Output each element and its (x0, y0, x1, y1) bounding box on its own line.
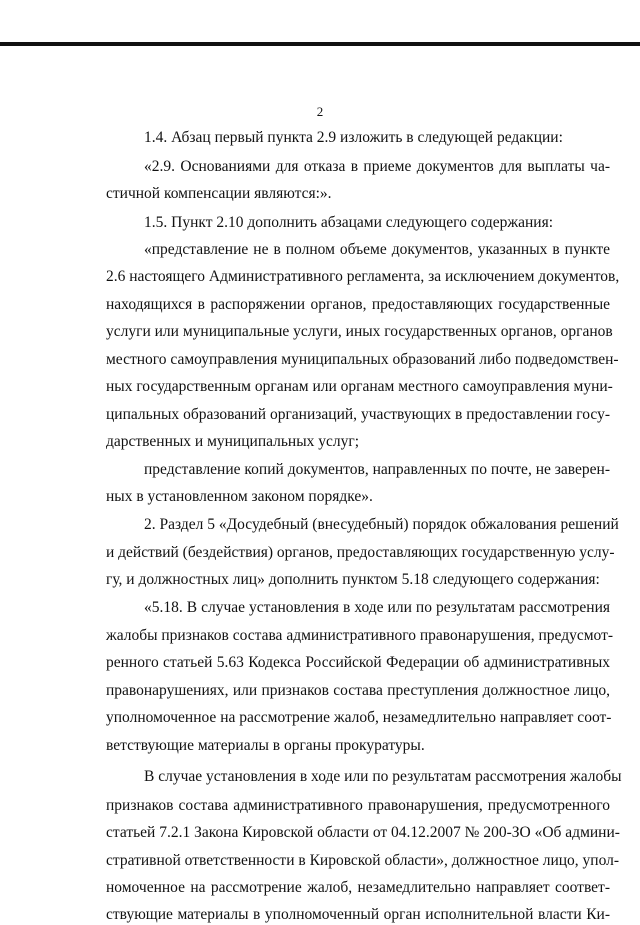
paragraph-2-9-line: «2.9. Основаниями для отказа в приеме документов для выплаты ча- (144, 158, 610, 175)
paragraph-quote-line: местного самоуправления муниципальных образований либо подведомствен- (106, 351, 619, 368)
paragraph-section-5-line: и действий (бездействия) органов, предоставляющих государственную услу- (106, 544, 615, 561)
paragraph-5-18-line: ренного статьей 5.63 Кодекса Российской Федерации об административных (106, 654, 610, 671)
paragraph-5-18-line: уполномоченное на рассмотрение жалоб, незамедлительно направляет соот- (106, 709, 612, 726)
paragraph-copies-line: ных в установленном законом порядке». (106, 488, 373, 505)
paragraph-kirov-line: номоченное на рассмотрение жалоб, незамедлительно направляет соответ- (106, 879, 610, 896)
paragraph-quote-line: ципальных образований организаций, участвующих в предоставлении госу- (106, 406, 610, 423)
paragraph-5-18-line: правонарушениях, или признаков состава преступления должностное лицо, (106, 682, 610, 699)
paragraph-5-18-line: ветствующие материалы в органы прокуратуры. (106, 737, 425, 754)
paragraph-kirov-line: ствующие материалы в уполномоченный орган исполнительной власти Ки- (106, 906, 610, 923)
paragraph-1-5-line: 1.5. Пункт 2.10 дополнить абзацами следующего содержания: (144, 214, 554, 231)
paragraph-quote-line: 2.6 настоящего Административного регламента, за исключением документов, (106, 268, 620, 285)
paragraph-kirov-line: В случае установления в ходе или по результатам рассмотрения жалобы (144, 768, 622, 785)
paragraph-kirov-line: стративной ответственности в Кировской области», должностное лицо, упол- (106, 852, 620, 869)
top-rule (0, 42, 640, 46)
paragraph-section-5-line: 2. Раздел 5 «Досудебный (внесудебный) порядок обжалования решений (144, 516, 619, 533)
paragraph-1-4-line: 1.4. Абзац первый пункта 2.9 изложить в следующей редакции: (144, 129, 563, 146)
paragraph-quote-line: услуги или муниципальные услуги, иных государственных органов, органов (106, 323, 613, 340)
paragraph-quote-line: находящихся в распоряжении органов, предоставляющих государственные (106, 296, 610, 313)
paragraph-quote-line: ных государственным органам или органам местного самоуправления муни- (106, 378, 613, 395)
paragraph-kirov-line: признаков состава административного правонарушения, предусмотренного (106, 797, 610, 814)
paragraph-2-9-line: стичной компенсации являются:». (106, 185, 332, 202)
paragraph-kirov-line: статьей 7.2.1 Закона Кировской области от 04.12.2007 № 200-ЗО «Об админи- (106, 824, 620, 841)
paragraph-copies-line: представление копий документов, направленных по почте, не заверен- (144, 461, 610, 478)
paragraph-5-18-line: жалобы признаков состава административного правонарушения, предусмот- (106, 627, 614, 644)
page-number: 2 (316, 104, 324, 119)
paragraph-5-18-line: «5.18. В случае установления в ходе или по результатам рассмотрения (144, 599, 610, 616)
paragraph-quote-line: «представление не в полном объеме документов, указанных в пункте (144, 241, 610, 258)
paragraph-section-5-line: гу, и должностных лиц» дополнить пунктом 5.18 следующего содержания: (106, 571, 600, 588)
paragraph-quote-line: дарственных и муниципальных услуг; (106, 433, 360, 450)
